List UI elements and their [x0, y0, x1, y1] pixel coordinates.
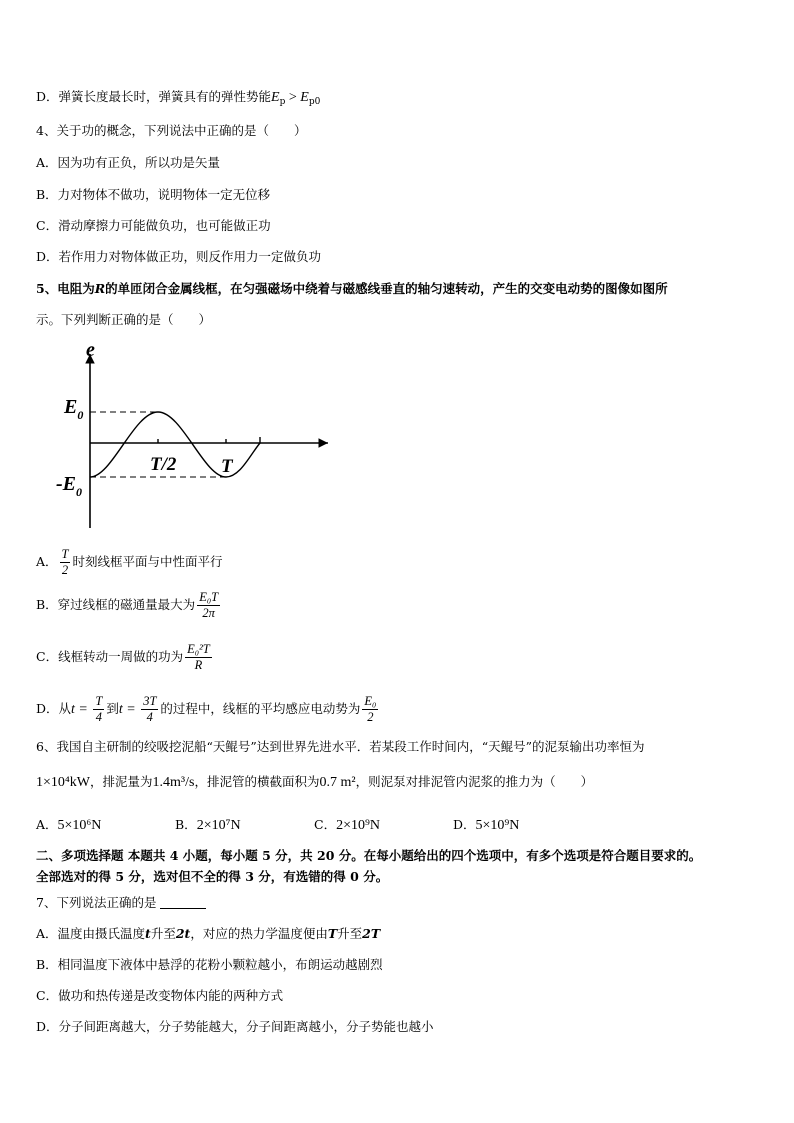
q5-option-d: D．从t = $\frac{T}{4}$ 到t = $\frac{3T}{4}$ 的过程中，线框的平均感应电动势为 $\frac{\text{E₀}}{2}$: [36, 694, 377, 724]
q5-stem-line1: 5、电阻为R的单匝闭合金属线框，在匀强磁场中绕着与磁感线垂直的轴匀速转动，产生的交变电动势的图像如图所: [36, 281, 668, 296]
q4-stem: 4、关于功的概念，下列说法中正确的是（ ）: [36, 123, 307, 138]
half-period-label: T/2: [150, 454, 177, 475]
q6-option-a: A．5×10⁶N: [36, 817, 102, 833]
emf-graph: [50, 340, 340, 535]
q5-option-b: B．穿过线框的磁通量最大为 $\frac{\text{E₀T}}{2\pi}$: [36, 590, 219, 620]
q7-stem: 7、下列说法正确的是: [36, 894, 206, 912]
section2-instructions-line1: 二、多项选择题 本题共 4 小题，每小题 5 分，共 20 分。在每小题给出的四个选项中，有多个选项是符合题目要求的。: [36, 848, 702, 863]
q7-option-a: A．温度由摄氏温度t升至2t，对应的热力学温度便由T升至2T: [36, 926, 381, 941]
q7-option-c: C．做功和热传递是改变物体内能的两种方式: [36, 988, 284, 1003]
q6-option-c: C．2×10⁹N: [314, 817, 380, 833]
q7-option-b: B．相同温度下液体中悬浮的花粉小颗粒越小，布朗运动越剧烈: [36, 957, 383, 972]
y-axis-label: e: [86, 340, 95, 361]
q6-option-d: D．5×10⁹N: [453, 817, 520, 833]
q4-option-d: D．若作用力对物体做正功，则反作用力一定做负功: [36, 249, 322, 264]
q6-stem-line2: 1×10⁴kW，排泥量为1.4m³/s，排泥管的横截面积为0.7 m²，则泥泵对排泥管内泥浆的推力为（ ）: [36, 774, 594, 790]
q7-option-d: D．分子间距离越大，分子势能越大，分子间距离越小，分子势能也越小: [36, 1019, 434, 1034]
q5-stem-line2: 示。下列判断正确的是（ ）: [36, 312, 212, 327]
q6-option-b: B．2×10⁷N: [175, 817, 241, 833]
q3-option-d: D．弹簧长度最长时，弹簧具有的弹性势能$E_p > E_{p0}$: [36, 89, 321, 107]
q4-option-c: C．滑动摩擦力可能做负功，也可能做正功: [36, 218, 271, 233]
section2-instructions-line2: 全部选对的得 5 分，选对但不全的得 3 分，有选错的得 0 分。: [36, 869, 389, 884]
q5-option-a: A． $\frac{T}{2}$ 时刻线框平面与中性面平行: [36, 547, 223, 577]
e0-label: $E_0$: [64, 396, 84, 422]
q6-stem-line1: 6、我国自主研制的绞吸挖泥船“天鲲号”达到世界先进水平．若某段工作时间内，“天鲲号”的泥泵输出功率恒为: [36, 739, 645, 754]
answer-blank: [160, 896, 206, 909]
q5-option-c: C．线框转动一周做的功为 $\frac{\text{E₀²T}}{R}$: [36, 642, 210, 672]
q4-option-b: B．力对物体不做功，说明物体一定无位移: [36, 187, 271, 202]
period-label: T: [221, 456, 233, 477]
q4-option-a: A．因为功有正负，所以功是矢量: [36, 155, 221, 170]
neg-e0-label: $-E_0$: [56, 473, 82, 499]
